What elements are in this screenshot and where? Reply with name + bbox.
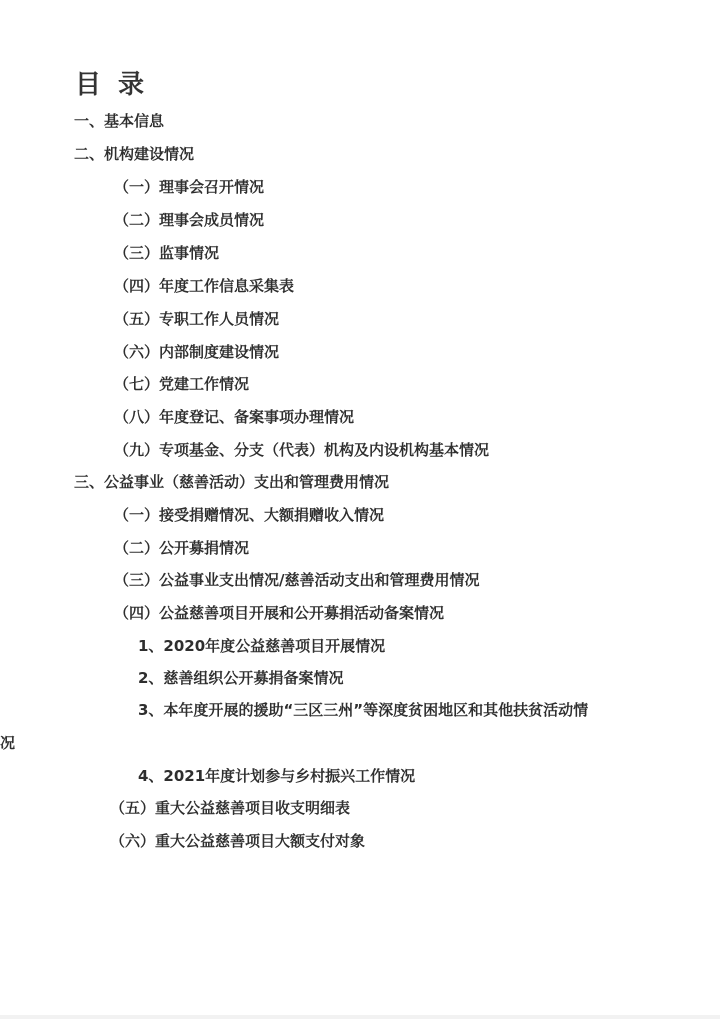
- toc-entry: （七）党建工作情况: [114, 375, 250, 393]
- toc-entry: （八）年度登记、备案事项办理情况: [114, 408, 355, 426]
- toc-entry: （一）接受捐赠情况、大额捐赠收入情况: [114, 506, 385, 524]
- toc-entry: 2、慈善组织公开募捐备案情况: [138, 669, 344, 687]
- toc-entry: 4、2021年度计划参与乡村振兴工作情况: [138, 767, 416, 785]
- toc-entry: 一、基本信息: [74, 112, 165, 130]
- toc-entry: （四）年度工作信息采集表: [114, 277, 295, 295]
- toc-entry: （一）理事会召开情况: [114, 178, 265, 196]
- toc-entry: 三、公益事业（慈善活动）支出和管理费用情况: [74, 473, 390, 491]
- toc-entry: （五）重大公益慈善项目收支明细表: [110, 799, 351, 817]
- page-title: 目 录: [75, 70, 149, 100]
- toc-entry: （二）理事会成员情况: [114, 211, 265, 229]
- toc-entry: （三）公益事业支出情况/慈善活动支出和管理费用情况: [114, 571, 480, 589]
- toc-entry: 1、2020年度公益慈善项目开展情况: [138, 637, 386, 655]
- toc-entry: （四）公益慈善项目开展和公开募捐活动备案情况: [114, 604, 445, 622]
- toc-entry: 况: [0, 734, 16, 752]
- toc-entry: 3、本年度开展的援助“三区三州”等深度贫困地区和其他扶贫活动情: [138, 701, 589, 719]
- toc-entry: （五）专职工作人员情况: [114, 310, 280, 328]
- toc-entry: （六）内部制度建设情况: [114, 343, 280, 361]
- toc-entry: （六）重大公益慈善项目大额支付对象: [110, 832, 366, 850]
- toc-entry: （三）监事情况: [114, 244, 220, 262]
- toc-entry: （九）专项基金、分支（代表）机构及内设机构基本情况: [114, 441, 490, 459]
- toc-entry: 二、机构建设情况: [74, 145, 195, 163]
- toc-entry: （二）公开募捐情况: [114, 539, 250, 557]
- page-bottom-edge: [0, 1015, 720, 1019]
